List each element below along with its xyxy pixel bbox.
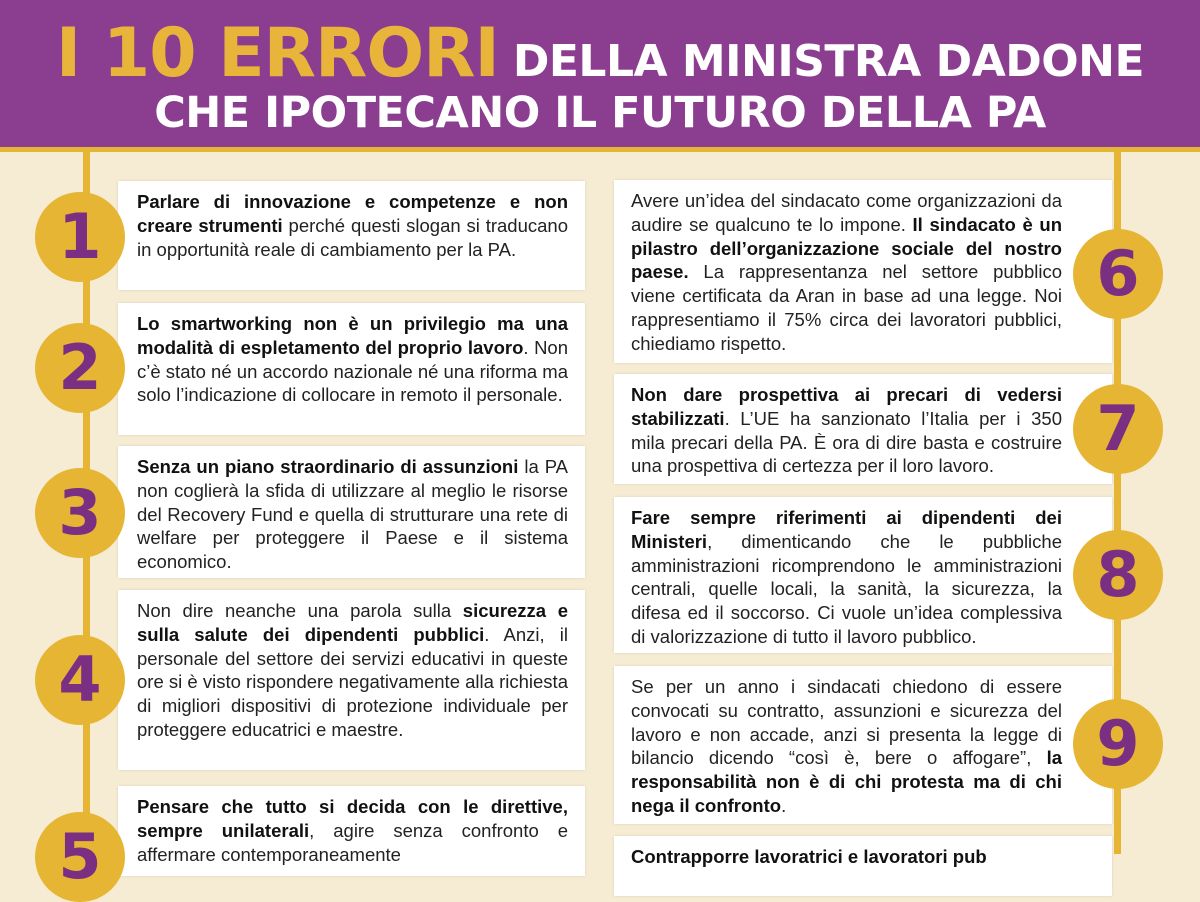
error-number-badge-3: 3 <box>35 468 125 558</box>
text-segment: , agire senza confronto e affermare contemporaneamente <box>137 819 568 865</box>
error-text-2 <box>137 312 568 407</box>
error-number-badge-6: 6 <box>1073 229 1163 319</box>
text-segment: Avere un’idea del sindacato come organizzazioni da audire se qualcuno te lo impone. <box>631 190 1062 235</box>
bold-text-segment: Non dare prospettiva ai precari di vedersi stabilizzati <box>631 384 1062 429</box>
error-item-6 <box>614 180 1112 363</box>
text-segment: perché questi slogan si traducano in opportunità reale di cambiamento per la PA. <box>137 214 568 260</box>
error-text-9 <box>631 675 1062 818</box>
error-number-badge-7: 7 <box>1073 384 1163 474</box>
error-item-1 <box>118 181 585 290</box>
error-text-5 <box>137 795 568 866</box>
error-item-9 <box>614 666 1112 824</box>
error-item-8 <box>614 497 1112 653</box>
text-segment: Non dire neanche una parola sulla <box>137 600 463 621</box>
bold-text-segment: la responsabilità non è di chi protesta ma di chi nega il confronto <box>631 747 1062 816</box>
bold-text-segment: Lo smartworking non è un privilegio ma una modalità di espletamento del proprio lavoro <box>137 313 568 358</box>
error-item-10 <box>614 836 1112 896</box>
error-text-4 <box>137 599 568 742</box>
error-number-badge-4: 4 <box>35 635 125 725</box>
text-segment: La rappresentanza nel settore pubblico viene certificata da Aran in base ad una legge. Noi rappresentiamo il 75% circa dei lavoratori pubblici, chiediamo rispetto. <box>631 261 1062 354</box>
bold-text-segment: Senza un piano straordinario di assunzioni <box>137 456 519 477</box>
bold-text-segment: Parlare di innovazione e competenze e non creare strumenti <box>137 191 568 236</box>
error-text-6 <box>631 189 1062 356</box>
text-segment: Se per un anno i sindacati chiedono di essere convocati su contratto, assunzioni e sicurezza del lavoro e non accade, anzi si presenta la legge di bilancio dicendo “così è, bere o affogare”, <box>631 676 1062 769</box>
bold-text-segment: Contrapporre lavoratrici e lavoratori pub <box>631 846 987 867</box>
error-item-5 <box>118 786 585 876</box>
error-text-3 <box>137 455 568 574</box>
error-text-7 <box>631 383 1062 478</box>
error-number-badge-5: 5 <box>35 812 125 902</box>
error-text-8 <box>631 506 1062 649</box>
header-banner <box>0 0 1200 152</box>
error-text-1 <box>137 190 568 261</box>
error-item-3 <box>118 446 585 578</box>
error-item-4 <box>118 590 585 770</box>
error-number-badge-2: 2 <box>35 323 125 413</box>
bold-text-segment: Il sindacato è un pilastro dell’organizzazione sociale del nostro paese. <box>631 213 1062 283</box>
error-item-7 <box>614 374 1112 484</box>
bold-text-segment: Fare sempre riferimenti ai dipendenti dei Ministeri <box>631 507 1062 552</box>
title-rest: DELLA MINISTRA DADONE <box>512 36 1145 87</box>
text-segment: . <box>781 794 787 816</box>
title-line-1 <box>0 14 1200 93</box>
error-number-badge-9: 9 <box>1073 699 1163 789</box>
error-number-badge-1: 1 <box>35 192 125 282</box>
text-segment: . Non c’è stato né un accordo nazionale né una riforma ma solo l’indicazione di collocare in remoto il personale. <box>137 336 569 406</box>
error-number-badge-8: 8 <box>1073 530 1163 620</box>
text-segment: . Anzi, il personale del settore dei servizi educativi in queste ore si è visto rispondere negativamente alla richiesta di migliori dispositivi di protezione individuale per proteggere educatrici e maestre. <box>137 623 568 740</box>
bold-text-segment: sicurezza e sulla salute dei dipendenti pubblici <box>137 600 568 645</box>
text-segment: la PA non coglierà la sfida di utilizzare al meglio le risorse del Recovery Fund e quella di strutturare una rete di welfare per proteggere il Paese e il sistema economico. <box>137 456 569 573</box>
title-line-2: CHE IPOTECANO IL FUTURO DELLA PA <box>154 88 1046 138</box>
error-item-2 <box>118 303 585 435</box>
error-text-10 <box>631 845 1062 869</box>
text-segment: . L’UE ha sanzionato l’Italia per i 350 mila precari della PA. È ora di dire basta e costruire una prospettiva di certezza per il loro lavoro. <box>631 407 1062 477</box>
text-segment: , dimenticando che le pubbliche amministrazioni ricomprendono le amministrazioni centrali, quelle locali, la sanità, la sicurezza, la difesa ed il soccorso. Ci vuole un’idea complessiva di valorizzazione di tutto il lavoro pubblico. <box>631 530 1062 647</box>
title-highlight: I 10 ERRORI <box>55 14 499 93</box>
bold-text-segment: Pensare che tutto si decida con le direttive, sempre unilaterali <box>137 796 568 841</box>
